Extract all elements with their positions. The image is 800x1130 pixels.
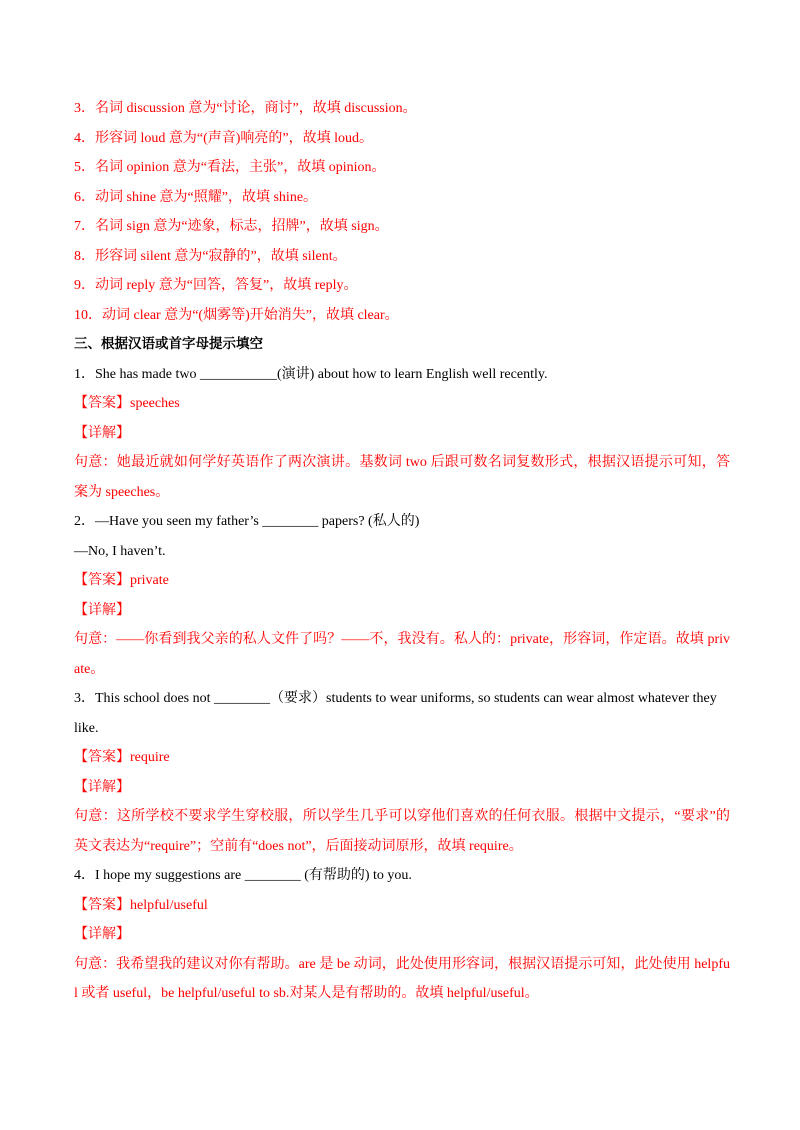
question-2-reply: —No, I haven’t.: [74, 543, 166, 559]
question-2-detail-label: 【详解】: [74, 602, 130, 618]
question-1-detail-label: 【详解】: [74, 425, 130, 441]
question-4-text: 4．I hope my suggestions are ________ (有帮助的) to you.: [74, 868, 412, 883]
question-3-detail: 句意：这所学校不要求学生穿校服，所以学生几乎可以穿他们喜欢的任何衣服。根据中文提示，“要求”的英文表达为“require”；空前有“does not”，后面接动词原形，故填 require。: [74, 809, 730, 854]
question-2-answer: 【答案】private: [74, 573, 169, 588]
question-4-detail: 句意：我希望我的建议对你有帮助。are 是 be 动词，此处使用形容词，根据汉语提示可知，此处使用 helpful 或者 useful，be helpful/useful to sb.对某人是有帮助的。故填 helpful/useful。: [74, 956, 730, 1001]
explanation-item: 4．形容词 loud 意为“(声音)响亮的”，故填 loud。: [74, 130, 374, 146]
question-3-detail-label: 【详解】: [74, 779, 130, 795]
document-page: [74, 94, 730, 1009]
explanation-item: 10．动词 clear 意为“(烟雾等)开始消失”，故填 clear。: [74, 307, 399, 323]
question-2-detail: 句意：——你看到我父亲的私人文件了吗？——不，我没有。私人的：private，形容词，作定语。故填 private。: [74, 632, 730, 677]
question-1-text: 1．She has made two ___________(演讲) about how to learn English well recently.: [74, 366, 548, 382]
question-3-text: 3．This school does not ________（要求）students to wear uniforms, so students can wear almost whatever they like.: [74, 691, 717, 736]
question-4-answer: 【答案】helpful/useful: [74, 897, 208, 913]
question-2-text: 2．—Have you seen my father’s ________ papers? (私人的): [74, 514, 420, 529]
explanation-item: 6．动词 shine 意为“照耀”，故填 shine。: [74, 189, 318, 205]
explanation-item: 5．名词 opinion 意为“看法，主张”，故填 opinion。: [74, 160, 386, 175]
section-heading: 三、根据汉语或首字母提示填空: [74, 336, 263, 352]
explanation-item: 9．动词 reply 意为“回答，答复”，故填 reply。: [74, 278, 358, 293]
question-3-answer: 【答案】require: [74, 750, 170, 765]
explanation-item: 7．名词 sign 意为“迹象，标志，招牌”，故填 sign。: [74, 219, 389, 234]
question-1-detail: 句意：她最近就如何学好英语作了两次演讲。基数词 two 后跟可数名词复数形式，根据汉语提示可知，答案为 speeches。: [74, 455, 730, 500]
question-4-detail-label: 【详解】: [74, 927, 130, 942]
explanation-item: 8．形容词 silent 意为“寂静的”，故填 silent。: [74, 248, 347, 264]
explanation-item: 3．名词 discussion 意为“讨论，商讨”，故填 discussion。: [74, 101, 417, 116]
question-1-answer: 【答案】speeches: [74, 396, 180, 411]
